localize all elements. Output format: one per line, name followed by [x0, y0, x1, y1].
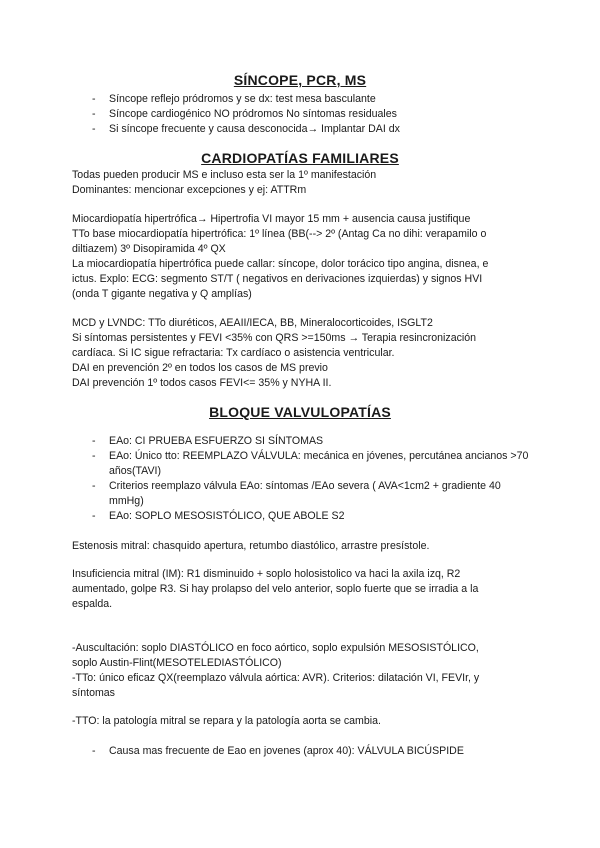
paragraph-line: TTo base miocardiopatía hipertrófica: 1º línea (BB(--> 2º (Antag Ca no dihi: verapamilo o	[72, 228, 487, 240]
paragraph-line: DAI en prevención 2º en todos los casos de MS previo	[72, 362, 328, 374]
paragraph-line: espalda.	[72, 598, 113, 610]
paragraph-line: diltiazem) 3º Disopiramida 4º QX	[72, 243, 226, 255]
paragraph-line: DAI prevención 1º todos casos FEVI<= 35% y NYHA II.	[72, 377, 332, 389]
list-item: - EAo: SOPLO MESOSISTÓLICO, QUE ABOLE S2	[92, 509, 532, 524]
paragraph-line: Dominantes: mencionar excepciones y ej: ATTRm	[72, 184, 307, 196]
paragraph-line: Miocardiopatía hipertrófica→ Hipertrofia VI mayor 15 mm + ausencia causa justifique	[72, 213, 471, 225]
paragraph-line: cardíaca. Si IC sigue refractaria: Tx cardíaco o asistencia ventricular.	[72, 347, 395, 359]
paragraph-line: Estenosis mitral: chasquido apertura, retumbo diastólico, arrastre presístole.	[72, 540, 430, 552]
paragraph-line: Si síntomas persistentes y FEVI <35% con QRS >=150ms → Terapia resincronización	[72, 332, 477, 344]
list-item: - Si síncope frecuente y causa desconocida→ Implantar DAI dx	[92, 122, 400, 137]
paragraph-line: -TTO: la patología mitral se repara y la patología aorta se cambia.	[72, 715, 381, 727]
valvulopatias-final-list	[92, 744, 464, 759]
paragraph-line: Todas pueden producir MS e incluso esta ser la 1º manifestación	[72, 169, 377, 181]
section-title-valvulopatias: BLOQUE VALVULOPATÍAS	[209, 404, 391, 420]
paragraph-line: aumentado, golpe R3. Si hay prolapso del velo anterior, soplo fuerte que se irradia a la	[72, 583, 479, 595]
section-title-sincope: SÍNCOPE, PCR, MS	[233, 72, 367, 88]
paragraph-line: soplo Austin-Flint(MESOTELEDIASTÓLICO)	[72, 657, 282, 669]
paragraph-line: -TTo: único eficaz QX(reemplazo válvula aórtica: AVR). Criterios: dilatación VI, FEVIr, y	[72, 672, 480, 684]
paragraph-line: ictus. Explo: ECG: segmento ST/T ( negativos en derivaciones izquierdas) y signos HVI	[72, 273, 483, 285]
paragraph-line: (onda T gigante negativa y Q amplías)	[72, 288, 252, 300]
list-item: - Síncope cardiogénico NO pródromos No síntomas residuales	[92, 107, 400, 122]
list-item: - EAo: Único tto: REEMPLAZO VÁLVULA: mecánica en jóvenes, percutánea ancianos >70 años(TAVI)	[92, 449, 532, 479]
section-title-cardiopatias: CARDIOPATÍAS FAMILIARES	[201, 150, 399, 166]
paragraph-line: Insuficiencia mitral (IM): R1 disminuido + soplo holosistolico va haci la axila izq, R2	[72, 568, 461, 580]
paragraph-line: MCD y LVNDC: TTo diuréticos, AEAII/IECA, BB, Mineralocorticoides, ISGLT2	[72, 317, 433, 329]
list-item: - Causa mas frecuente de Eao en jovenes (aprox 40): VÁLVULA BICÚSPIDE	[92, 744, 464, 759]
paragraph-line: La miocardiopatía hipertrófica puede callar: síncope, dolor torácico tipo angina, disnea, e	[72, 258, 489, 270]
list-item: - Síncope reflejo pródromos y se dx: test mesa basculante	[92, 92, 400, 107]
list-item: - EAo: CI PRUEBA ESFUERZO SI SÍNTOMAS	[92, 434, 532, 449]
valvulopatias-bullet-list	[92, 434, 532, 524]
paragraph-line: -Auscultación: soplo DIASTÓLICO en foco aórtico, soplo expulsión MESOSISTÓLICO,	[72, 642, 479, 654]
sincope-bullet-list	[92, 92, 400, 137]
paragraph-line: síntomas	[72, 687, 115, 699]
list-item: - Criterios reemplazo válvula EAo: síntomas /EAo severa ( AVA<1cm2 + gradiente 40 mmHg)	[92, 479, 532, 509]
